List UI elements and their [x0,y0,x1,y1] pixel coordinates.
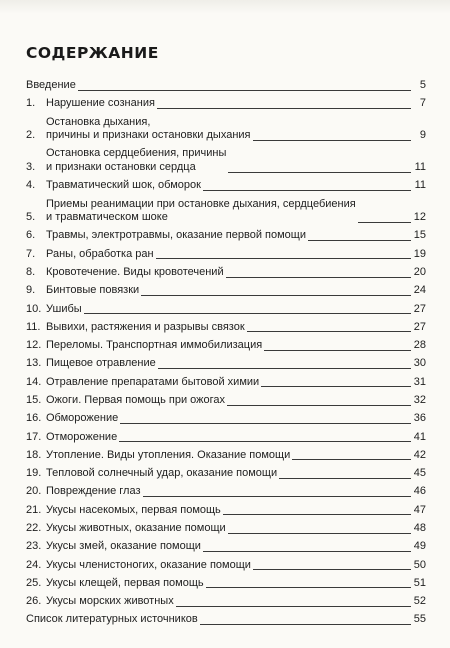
toc-dot-leader [253,569,411,570]
toc-entry [26,339,426,353]
toc-entry-number: 21. [26,503,42,516]
toc-entry-page-number: 15 [413,229,426,242]
toc-entry-page-number: 28 [413,339,426,352]
toc-entry-page-number: 51 [413,576,426,589]
toc-dot-leader [200,624,411,625]
toc-entry-body [46,595,426,609]
toc-entry-page-number: 32 [413,394,426,406]
toc-entry-number: 10. [26,302,42,315]
toc-entry-number: 24. [26,558,42,571]
toc-entry [26,303,426,317]
toc-entry [26,229,426,243]
toc-entry [26,116,426,143]
toc-entry-body [46,449,426,463]
toc-entry [26,198,426,225]
toc-entry [26,540,426,554]
toc-entry [26,449,426,463]
toc-entry-number: 25. [26,576,42,589]
toc-entry [26,179,426,193]
toc-entry [26,97,426,111]
toc-entry [26,248,426,262]
toc-entry-page-number: 49 [413,540,426,553]
toc-entry-number: 22. [26,521,42,534]
toc-entry-number: 17. [26,430,42,443]
toc-dot-leader [119,441,411,442]
toc-entry [26,376,426,390]
toc-entry-number: 23. [26,540,42,553]
toc-entry-title: Введение [26,79,76,91]
toc-entry-body [46,97,426,111]
toc-entry-title: Остановка дыхания, причины и признаки остановки дыхания [46,115,251,142]
toc-entry-title: Обморожение [46,412,119,425]
toc-entry-page-number: 9 [419,129,426,142]
toc-entry-body [46,303,426,317]
toc-dot-leader [120,423,411,424]
toc-entry-page-number: 11 [414,161,426,174]
toc-entry-page-number: 42 [413,448,426,461]
toc-entry-page-number: 48 [413,521,426,534]
toc-dot-leader [279,478,411,479]
page-top-edge [0,0,450,14]
toc-entry-title: Ожоги. Первая помощь при ожогах [46,394,226,406]
toc-dot-leader [228,533,411,534]
toc-entry [26,485,426,499]
toc-entry-page-number: 55 [413,613,426,626]
toc-entry-page-number: 20 [413,266,426,279]
toc-entry-body [46,248,426,262]
toc-entry-page-number: 12 [413,211,426,224]
toc-entry-title: Нарушение сознания [46,97,155,110]
toc-entry-page-number: 27 [413,320,426,333]
toc-entry-number: 3. [26,161,36,174]
toc-entry-title: Кровотечение. Виды кровотечений [46,266,224,279]
toc-entry-page-number: 41 [413,430,426,443]
toc-entry-page-number: 30 [413,357,426,370]
toc-entry-page-number: 27 [413,302,426,315]
toc-entry-page-number: 19 [413,247,426,260]
toc-entry-title: Укусы морских животных [46,595,174,608]
toc-dot-leader [292,459,411,460]
toc-entry-number: 19. [26,467,42,480]
toc-entry-body [46,116,426,143]
toc-entry-number: 26. [26,595,42,608]
toc-entry-body [46,376,426,390]
toc-dot-leader [156,258,411,259]
toc-entry [26,595,426,609]
toc-entry-title: Укусы змей, оказание помощи [46,540,201,553]
toc-entry [26,431,426,445]
toc-dot-leader [226,277,411,278]
toc-entry-number: 16. [26,412,42,425]
toc-entry-title: Укусы членистоногих, оказание помощи [46,558,251,571]
toc-entry [26,394,426,408]
toc-entry-body [46,467,426,481]
toc-list [26,79,426,627]
toc-dot-leader [253,140,412,141]
page-title: СОДЕРЖАНИЕ [26,44,159,62]
toc-entry-body [46,357,426,371]
toc-entry-body [46,485,426,499]
toc-entry-body [46,394,426,408]
toc-entry-page-number: 7 [419,97,426,110]
toc-entry-title: Остановка сердцебиения, причины и признаки остановки сердца [46,147,227,174]
toc-entry-body [46,577,426,591]
toc-entry-title: Отравление препаратами бытовой химии [46,375,260,388]
toc-dot-leader [358,222,411,223]
toc-entry-page-number: 52 [413,595,426,608]
toc-entry-page-number: 36 [413,412,426,425]
toc-entry-title: Травмы, электротравмы, оказание первой помощи [46,229,306,242]
toc-entry-title: Раны, обработка ран [46,247,154,260]
toc-entry-body [46,431,426,445]
toc-dot-leader [247,331,411,332]
toc-page [26,44,426,632]
toc-entry-number: 12. [26,339,42,352]
toc-entry-body [46,504,426,518]
toc-entry-body [26,613,426,627]
toc-dot-leader [223,514,411,515]
toc-dot-leader [228,172,411,173]
toc-entry-title: Тепловой солнечный удар, оказание помощи [46,467,278,480]
toc-entry-number: 11. [26,320,41,333]
toc-dot-leader [206,587,411,588]
toc-entry-page-number: 24 [413,284,426,297]
toc-entry-title: Переломы. Транспортная иммобилизация [46,339,263,352]
toc-entry-body [46,540,426,554]
toc-entry-body [46,147,426,174]
toc-entry-number: 7. [26,247,36,260]
toc-entry-body [46,266,426,280]
toc-entry-number: 18. [26,448,42,461]
toc-entry-number: 6. [26,229,36,242]
toc-entry-body [46,198,426,225]
toc-entry-title: Укусы насекомых, первая помощь [46,503,221,516]
toc-entry [26,266,426,280]
toc-entry [26,577,426,591]
toc-entry-page-number: 50 [413,558,426,571]
toc-entry [26,559,426,573]
toc-entry-page-number: 11 [414,179,426,192]
toc-entry-body [46,522,426,536]
toc-entry [26,522,426,536]
toc-entry [26,284,426,298]
toc-entry-page-number: 31 [413,375,426,388]
toc-entry-body [46,321,426,335]
toc-entry-body [46,412,426,426]
toc-dot-leader [158,368,411,369]
toc-entry [26,321,426,335]
toc-entry [26,147,426,174]
toc-entry-number: 15. [26,394,42,406]
toc-entry [26,412,426,426]
toc-dot-leader [261,386,411,387]
toc-dot-leader [203,551,411,552]
toc-entry-number: 4. [26,179,36,192]
toc-dot-leader [143,496,411,497]
toc-entry-title: Приемы реанимации при остановке дыхания, сердцебиения и травматическом шоке [46,197,356,224]
toc-entry-number: 2. [26,129,36,142]
toc-entry-title: Укусы клещей, первая помощь [46,576,204,589]
toc-entry-number: 5. [26,211,36,224]
toc-entry [26,357,426,371]
toc-entry-title: Бинтовые повязки [46,284,140,297]
toc-entry-title: Укусы животных, оказание помощи [46,521,226,534]
toc-entry-number: 20. [26,485,42,498]
toc-entry-body [46,284,426,298]
toc-entry-body [46,229,426,243]
toc-dot-leader [203,190,411,191]
toc-entry-page-number: 5 [419,79,426,91]
toc-entry [26,504,426,518]
toc-dot-leader [176,606,411,607]
toc-entry-body [46,179,426,193]
toc-entry-body [46,339,426,353]
toc-entry-number: 8. [26,266,36,279]
toc-entry-page-number: 47 [413,503,426,516]
toc-entry-number: 14. [26,375,42,388]
toc-dot-leader [264,350,411,351]
toc-dot-leader [308,240,411,241]
toc-entry [26,467,426,481]
toc-dot-leader [157,108,411,109]
toc-entry [26,613,426,627]
toc-entry-title: Ушибы [46,302,82,315]
toc-dot-leader [78,90,411,91]
toc-entry-page-number: 46 [413,485,426,498]
toc-entry-title: Травматический шок, обморок [46,179,201,192]
toc-entry-body [46,559,426,573]
toc-entry-title: Пищевое отравление [46,357,156,370]
toc-dot-leader [141,295,411,296]
toc-entry-number: 9. [26,284,36,297]
toc-entry-number: 13. [26,357,42,370]
toc-entry-title: Вывихи, растяжения и разрывы связок [46,320,245,333]
toc-entry-page-number: 45 [413,467,426,480]
toc-entry-body [26,79,426,93]
toc-dot-leader [227,405,411,406]
toc-entry-title: Отморожение [46,430,118,443]
toc-entry-number: 1. [26,97,36,110]
toc-dot-leader [84,313,411,314]
toc-entry-title: Повреждение глаз [46,485,141,498]
toc-entry-title: Утопление. Виды утопления. Оказание помощи [46,448,291,461]
toc-entry-title: Список литературных источников [26,613,198,626]
toc-entry [26,79,426,93]
